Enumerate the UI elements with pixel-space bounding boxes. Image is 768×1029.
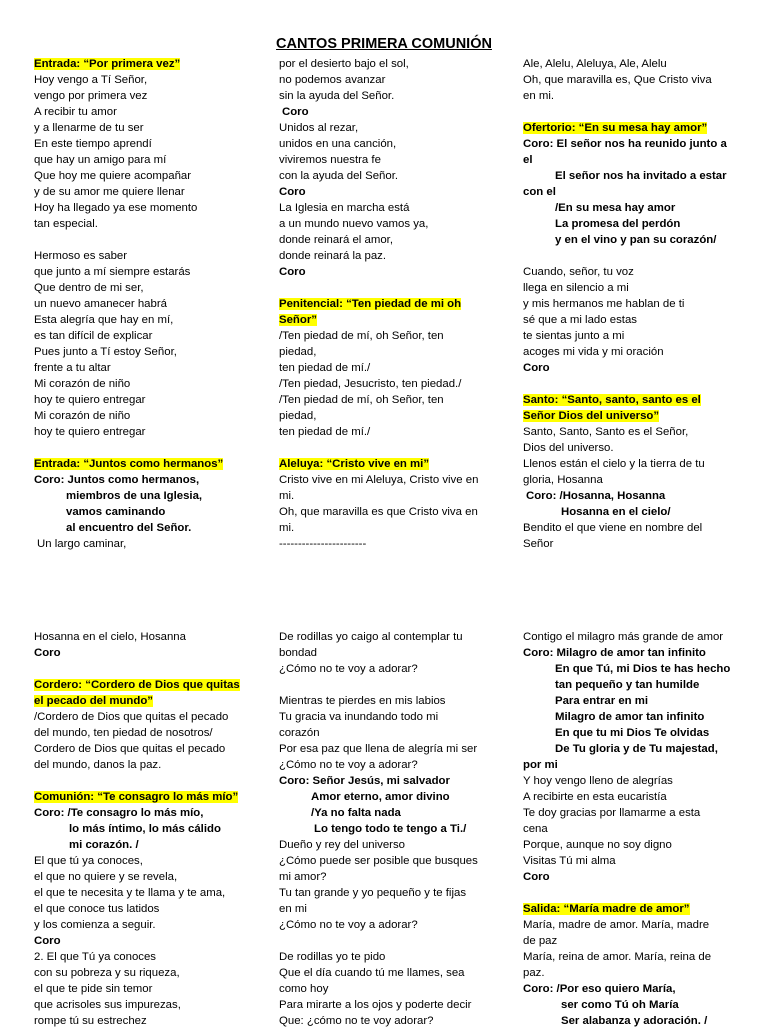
chorus-line: lo más íntimo, lo más cálido bbox=[69, 823, 221, 835]
lyric-line: Mientras te pierdes en mis labios bbox=[279, 695, 446, 707]
song-heading-text: Cordero: “Cordero de Dios que quitas bbox=[34, 679, 240, 691]
chorus-line: y en el vino y pan su corazón/ bbox=[555, 234, 717, 246]
chorus-line: /Ya no falta nada bbox=[311, 807, 401, 819]
lyric-line: Te doy gracias por llamarme a esta bbox=[523, 807, 701, 819]
chorus-line: En que Tú, mi Dios te has hecho bbox=[555, 663, 731, 675]
lyric-line: Hosanna en el cielo, Hosanna bbox=[34, 631, 186, 643]
lyric-line: /Ten piedad de mí, oh Señor, ten bbox=[279, 394, 444, 406]
chorus-line: Ser alabanza y adoración. / bbox=[561, 1015, 708, 1027]
lyric-line: Mi corazón de niño bbox=[34, 410, 131, 422]
lyric-line: Que el día cuando tú me llames, sea bbox=[279, 967, 465, 979]
lyric-line: A recibirte en esta eucaristía bbox=[523, 791, 667, 803]
chorus-line: con el bbox=[523, 186, 556, 198]
lyric-line: vengo por primera vez bbox=[34, 90, 148, 102]
chorus-line: Para entrar en mi bbox=[555, 695, 649, 707]
chorus-line: por mi bbox=[523, 759, 558, 771]
lyric-line: acoges mi vida y mi oración bbox=[523, 346, 664, 358]
chorus-line: mi corazón. / bbox=[69, 839, 139, 851]
song-heading bbox=[34, 677, 269, 693]
chorus-line: Coro: Milagro de amor tan infinito bbox=[523, 647, 706, 659]
page-title: CANTOS PRIMERA COMUNIÓN bbox=[276, 36, 492, 52]
lyric-line: Ale, Alelu, Aleluya, Ale, Alelu bbox=[523, 58, 667, 70]
lyric-line: ¿Cómo puede ser posible que busques bbox=[279, 855, 478, 867]
lyric-line: Que hoy me quiere acompañar bbox=[34, 170, 192, 182]
song-heading-text: Entrada: “Juntos como hermanos” bbox=[34, 458, 224, 470]
lyric-line: el que conoce tus latidos bbox=[34, 903, 160, 915]
song-heading bbox=[523, 120, 758, 136]
chorus-line: Coro bbox=[279, 266, 306, 278]
lyric-line: ¿Cómo no te voy a adorar? bbox=[279, 919, 418, 931]
page2-column-1 bbox=[34, 629, 269, 1029]
chorus-line: Coro bbox=[523, 871, 550, 883]
blank-line bbox=[523, 248, 758, 264]
lyric-line: a un mundo nuevo vamos ya, bbox=[279, 218, 429, 230]
lyric-line: Que dentro de mi ser, bbox=[34, 282, 144, 294]
chorus-line: al encuentro del Señor. bbox=[66, 522, 192, 534]
lyric-line: que junto a mí siempre estarás bbox=[34, 266, 191, 278]
chorus-line: Coro bbox=[279, 186, 306, 198]
lyric-line: Tu tan grande y yo pequeño y te fijas bbox=[279, 887, 467, 899]
song-heading bbox=[34, 56, 269, 72]
blank-line bbox=[523, 885, 758, 901]
chorus-line: Coro: Juntos como hermanos, bbox=[34, 474, 200, 486]
lyric-line: Visitas Tú mi alma bbox=[523, 855, 616, 867]
lyric-line: piedad, bbox=[279, 346, 317, 358]
lyric-line: Mi corazón de niño bbox=[34, 378, 131, 390]
lyric-line: Para mirarte a los ojos y poderte decir bbox=[279, 999, 472, 1011]
song-heading bbox=[523, 901, 758, 917]
song-heading bbox=[34, 693, 269, 709]
chorus-line: El señor nos ha invitado a estar bbox=[555, 170, 727, 182]
lyric-line: piedad, bbox=[279, 410, 317, 422]
song-heading-text: Salida: “María madre de amor” bbox=[523, 903, 690, 915]
song-heading bbox=[523, 392, 758, 408]
lyric-line: Cuando, señor, tu voz bbox=[523, 266, 634, 278]
lyric-line: Contigo el milagro más grande de amor bbox=[523, 631, 724, 643]
song-heading-text: Penitencial: “Ten piedad de mi oh bbox=[279, 298, 462, 310]
lyric-line: gloria, Hosanna bbox=[523, 474, 603, 486]
lyric-line: El que tú ya conoces, bbox=[34, 855, 143, 867]
lyric-line: María, reina de amor. María, reina de bbox=[523, 951, 712, 963]
blank-line bbox=[279, 933, 514, 949]
chorus-line: Coro bbox=[34, 935, 61, 947]
song-heading-text: Santo: “Santo, santo, santo es el bbox=[523, 394, 701, 406]
lyric-line: /Ten piedad de mí, oh Señor, ten bbox=[279, 330, 444, 342]
song-heading bbox=[279, 456, 514, 472]
lyric-line: /Ten piedad, Jesucristo, ten piedad./ bbox=[279, 378, 462, 390]
lyric-line: del mundo, ten piedad de nosotros/ bbox=[34, 727, 213, 739]
lyric-line: en mi. bbox=[523, 90, 555, 102]
lyric-line: con su pobreza y su riqueza, bbox=[34, 967, 180, 979]
lyric-line: y de su amor me quiere llenar bbox=[34, 186, 185, 198]
lyric-line: A recibir tu amor bbox=[34, 106, 117, 118]
page1-column-3 bbox=[523, 56, 758, 552]
lyric-line: no podemos avanzar bbox=[279, 74, 386, 86]
lyric-line: mi. bbox=[279, 490, 295, 502]
lyric-line: el que te necesita y te llama y te ama, bbox=[34, 887, 226, 899]
blank-line bbox=[523, 104, 758, 120]
chorus-line: Coro: /Te consagro lo más mío, bbox=[34, 807, 204, 819]
lyric-line: hoy te quiero entregar bbox=[34, 394, 146, 406]
lyric-line: te sientas junto a mi bbox=[523, 330, 625, 342]
lyric-line: En este tiempo aprendí bbox=[34, 138, 152, 150]
lyric-line: ¿Cómo no te voy a adorar? bbox=[279, 663, 418, 675]
lyric-line: cena bbox=[523, 823, 548, 835]
lyric-line: ----------------------- bbox=[279, 538, 367, 550]
chorus-line: /En su mesa hay amor bbox=[555, 202, 676, 214]
blank-line bbox=[34, 440, 269, 456]
chorus-line: Coro: /Por eso quiero María, bbox=[523, 983, 676, 995]
lyric-line: María, madre de amor. María, madre bbox=[523, 919, 710, 931]
blank-line bbox=[279, 440, 514, 456]
song-heading bbox=[279, 312, 514, 328]
lyric-line: corazón bbox=[279, 727, 320, 739]
blank-line bbox=[279, 280, 514, 296]
lyric-line: por el desierto bajo el sol, bbox=[279, 58, 409, 70]
song-heading bbox=[34, 456, 269, 472]
lyric-line: Porque, aunque no soy digno bbox=[523, 839, 672, 851]
lyric-line: Dios del universo. bbox=[523, 442, 614, 454]
lyric-line: un nuevo amanecer habrá bbox=[34, 298, 167, 310]
lyric-line: en mi bbox=[279, 903, 307, 915]
chorus-line: vamos caminando bbox=[66, 506, 166, 518]
song-heading bbox=[279, 296, 514, 312]
lyric-line: que hay un amigo para mí bbox=[34, 154, 167, 166]
lyric-line: ten piedad de mí./ bbox=[279, 426, 371, 438]
chorus-line: el bbox=[523, 154, 533, 166]
lyric-line: unidos en una canción, bbox=[279, 138, 397, 150]
lyric-line: viviremos nuestra fe bbox=[279, 154, 381, 166]
lyric-line: y a llenarme de tu ser bbox=[34, 122, 144, 134]
chorus-line: La promesa del perdón bbox=[555, 218, 681, 230]
lyric-line: Oh, que maravilla es que Cristo viva en bbox=[279, 506, 478, 518]
lyric-line: como hoy bbox=[279, 983, 329, 995]
blank-line bbox=[34, 661, 269, 677]
lyric-line: frente a tu altar bbox=[34, 362, 111, 374]
lyric-line: Dueño y rey del universo bbox=[279, 839, 405, 851]
lyric-line: es tan difícil de explicar bbox=[34, 330, 153, 342]
lyric-line: llega en silencio a mi bbox=[523, 282, 629, 294]
chorus-line: Coro: Señor Jesús, mi salvador bbox=[279, 775, 450, 787]
lyric-line: La Iglesia en marcha está bbox=[279, 202, 410, 214]
lyric-line: hoy te quiero entregar bbox=[34, 426, 146, 438]
lyric-line: Señor bbox=[523, 538, 554, 550]
song-heading-text: el pecado del mundo” bbox=[34, 695, 153, 707]
chorus-line: Amor eterno, amor divino bbox=[311, 791, 450, 803]
chorus-line: ser como Tú oh María bbox=[561, 999, 679, 1011]
lyric-line: Unidos al rezar, bbox=[279, 122, 359, 134]
lyric-line: De rodillas yo caigo al contemplar tu bbox=[279, 631, 463, 643]
song-heading bbox=[523, 408, 758, 424]
song-heading-text: Ofertorio: “En su mesa hay amor” bbox=[523, 122, 708, 134]
blank-line bbox=[523, 376, 758, 392]
lyric-line: donde reinará el amor, bbox=[279, 234, 393, 246]
song-heading-text: Entrada: “Por primera vez” bbox=[34, 58, 181, 70]
lyric-line: del mundo, danos la paz. bbox=[34, 759, 162, 771]
lyric-line: y mis hermanos me hablan de ti bbox=[523, 298, 685, 310]
page2-column-2 bbox=[279, 629, 514, 1029]
page1-column-2 bbox=[279, 56, 514, 552]
blank-line bbox=[279, 677, 514, 693]
lyric-line: tan especial. bbox=[34, 218, 98, 230]
lyric-line: /Cordero de Dios que quitas el pecado bbox=[34, 711, 229, 723]
lyric-line: Esta alegría que hay en mí, bbox=[34, 314, 174, 326]
lyric-line: Cordero de Dios que quitas el pecado bbox=[34, 743, 226, 755]
lyric-line: De rodillas yo te pido bbox=[279, 951, 386, 963]
lyric-line: rompe tú su estrechez bbox=[34, 1015, 147, 1027]
page2-column-3 bbox=[523, 629, 758, 1029]
lyric-line: Oh, que maravilla es, Que Cristo viva bbox=[523, 74, 712, 86]
lyric-line: ¿Cómo no te voy a adorar? bbox=[279, 759, 418, 771]
lyric-line: Que: ¿cómo no te voy adorar? bbox=[279, 1015, 434, 1027]
page1-column-1 bbox=[34, 56, 269, 552]
chorus-line: De Tu gloria y de Tu majestad, bbox=[555, 743, 718, 755]
song-heading-text: Comunión: “Te consagro lo más mío” bbox=[34, 791, 239, 803]
lyric-line: sin la ayuda del Señor. bbox=[279, 90, 395, 102]
lyric-line: Hoy vengo a Tí Señor, bbox=[34, 74, 148, 86]
chorus-line: miembros de una Iglesia, bbox=[66, 490, 203, 502]
lyric-line: Tu gracia va inundando todo mi bbox=[279, 711, 439, 723]
lyric-line: Cristo vive en mi Aleluya, Cristo vive en bbox=[279, 474, 479, 486]
lyric-line: donde reinará la paz. bbox=[279, 250, 387, 262]
lyric-line: de paz bbox=[523, 935, 558, 947]
song-heading-text: Aleluya: “Cristo vive en mi” bbox=[279, 458, 430, 470]
chorus-line: Lo tengo todo te tengo a Ti./ bbox=[314, 823, 467, 835]
lyric-line: Bendito el que viene en nombre del bbox=[523, 522, 703, 534]
lyric-line: Santo, Santo, Santo es el Señor, bbox=[523, 426, 689, 438]
lyric-line: bondad bbox=[279, 647, 318, 659]
chorus-line: Coro bbox=[282, 106, 309, 118]
song-heading bbox=[34, 789, 269, 805]
lyric-line: y los comienza a seguir. bbox=[34, 919, 156, 931]
lyric-line: paz. bbox=[523, 967, 545, 979]
lyric-line: sé que a mi lado estas bbox=[523, 314, 637, 326]
lyric-line: Hermoso es saber bbox=[34, 250, 128, 262]
chorus-line: tan pequeño y tan humilde bbox=[555, 679, 700, 691]
lyric-line: que acrisoles sus impurezas, bbox=[34, 999, 181, 1011]
chorus-line: Hosanna en el cielo/ bbox=[561, 506, 671, 518]
lyric-line: 2. El que Tú ya conoces bbox=[34, 951, 156, 963]
lyric-line: el que no quiere y se revela, bbox=[34, 871, 178, 883]
chorus-line: En que tu mi Dios Te olvidas bbox=[555, 727, 710, 739]
chorus-line: Coro bbox=[34, 647, 61, 659]
lyric-line: con la ayuda del Señor. bbox=[279, 170, 399, 182]
lyric-line: ten piedad de mí./ bbox=[279, 362, 371, 374]
chorus-line: Coro: /Hosanna, Hosanna bbox=[526, 490, 666, 502]
lyric-line: el que te pide sin temor bbox=[34, 983, 153, 995]
lyric-line: Y hoy vengo lleno de alegrías bbox=[523, 775, 673, 787]
lyric-line: Hoy ha llegado ya ese momento bbox=[34, 202, 198, 214]
chorus-line: Milagro de amor tan infinito bbox=[555, 711, 705, 723]
lyric-line: Por esa paz que llena de alegría mi ser bbox=[279, 743, 478, 755]
lyric-line: Un largo caminar, bbox=[37, 538, 127, 550]
lyric-line: mi amor? bbox=[279, 871, 327, 883]
blank-line bbox=[34, 232, 269, 248]
lyric-line: Pues junto a Tí estoy Señor, bbox=[34, 346, 177, 358]
lyric-line: mi. bbox=[279, 522, 295, 534]
song-heading-text: Señor” bbox=[279, 314, 317, 326]
chorus-line: Coro: El señor nos ha reunido junto a bbox=[523, 138, 727, 150]
lyric-line: Llenos están el cielo y la tierra de tu bbox=[523, 458, 705, 470]
chorus-line: Coro bbox=[523, 362, 550, 374]
blank-line bbox=[34, 773, 269, 789]
song-heading-text: Señor Dios del universo” bbox=[523, 410, 660, 422]
